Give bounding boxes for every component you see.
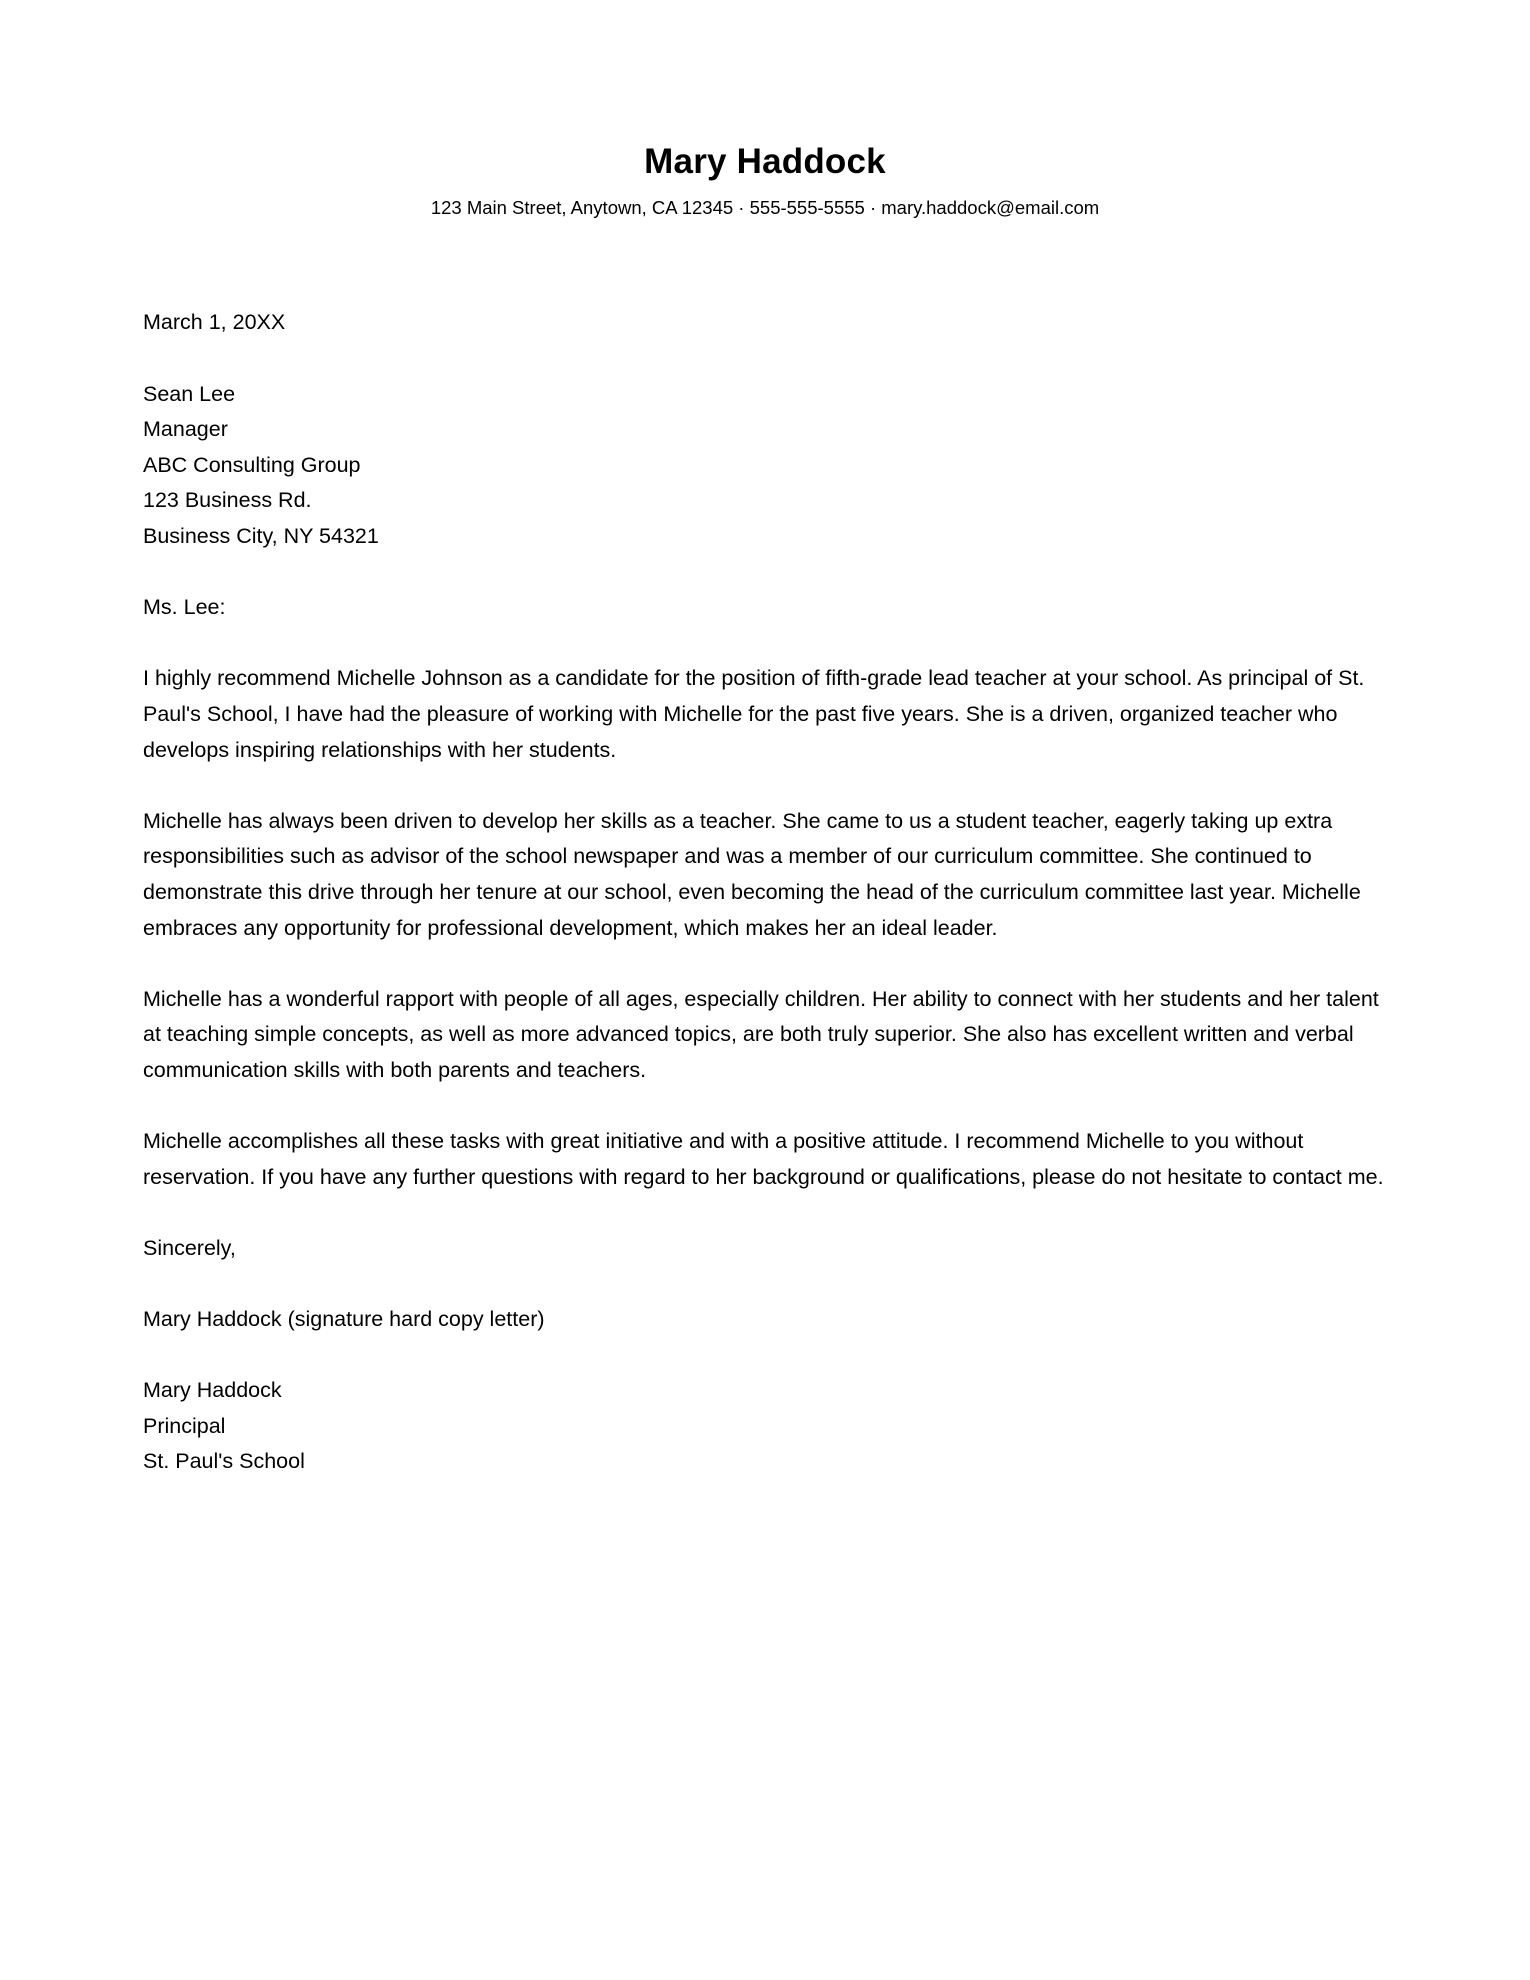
recipient-address-block [143,377,1387,555]
body-paragraph-3 [143,982,1387,1089]
recipient-city-state-zip: Business City, NY 54321 [143,524,379,548]
recipient-company: ABC Consulting Group [143,452,361,477]
salutation-block [143,590,1387,626]
paragraph-text: I highly recommend Michelle Johnson as a candidate for the position of fifth-grade lead teacher at your school. As principal of St. Paul's School, I have had the pleasure of working with Michelle for the past five years. She is a driven, organized teacher who develops inspiring relationships with her students. [143,666,1365,762]
signature-line: Mary Haddock (signature hard copy letter) [143,1307,545,1332]
letterhead-name: Mary Haddock [644,142,886,181]
letterhead-contact-line: 123 Main Street, Anytown, CA 12345 · 555-555-5555 · mary.haddock@email.com [430,197,1100,219]
signer-organization: St. Paul's School [143,1449,305,1474]
letter-body [143,305,1387,1480]
recipient-title: Manager [143,417,228,442]
paragraph-text: Michelle has a wonderful rapport with people of all ages, especially children. Her ability to connect with her students and her talent at teaching simple concepts, as well as more advanced topics, are both truly superior. She also has excellent written and verbal communication skills with both parents and teachers. [143,986,1379,1082]
closing-salutation: Sincerely, [143,1235,236,1260]
signer-block [143,1373,1387,1480]
body-paragraph-1 [143,661,1387,768]
recipient-name: Sean Lee [143,381,236,406]
body-paragraph-2 [143,804,1387,946]
letter-sheet [143,0,1387,1480]
signer-title: Principal [143,1413,226,1438]
salutation: Ms. Lee: [143,595,226,620]
signature-note-block [143,1302,1387,1338]
signer-name: Mary Haddock [143,1378,282,1403]
paragraph-text: Michelle has always been driven to develop her skills as a teacher. She came to us a student teacher, eagerly taking up extra responsibilities such as advisor of the school newspaper and was a member of our curriculum committee. She continued to demonstrate this drive through her tenure at our school, even becoming the head of the curriculum committee last year. Michelle embraces any opportunity for professional development, which makes her an ideal leader. [143,808,1361,940]
closing-block [143,1231,1387,1267]
letterhead [143,0,1387,219]
date-block [143,305,1387,341]
recipient-street: 123 Business Rd. [143,488,312,513]
paragraph-text: Michelle accomplishes all these tasks with great initiative and with a positive attitude. I recommend Michelle to you without reservation. If you have any further questions with regard to her background or qualifications, please do not hesitate to contact me. [143,1129,1384,1189]
letter-date: March 1, 20XX [143,310,286,335]
body-paragraph-4 [143,1124,1387,1195]
